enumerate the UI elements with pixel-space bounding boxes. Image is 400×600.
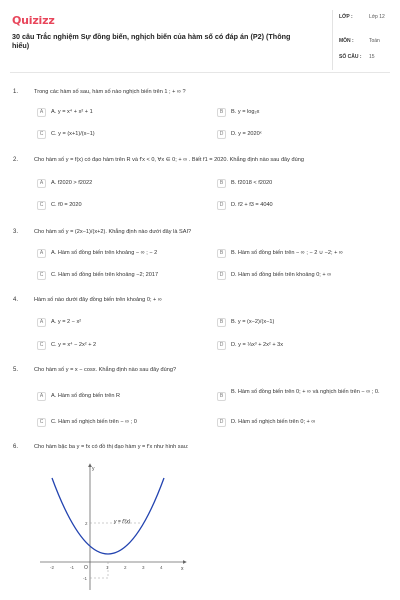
option-letter: A <box>37 108 46 117</box>
option-text: B. y = log₂x <box>231 109 260 115</box>
option-letter: B <box>217 318 226 327</box>
option-letter: C <box>37 130 46 139</box>
y-tick-label: 2 <box>85 521 88 526</box>
class-value: Lớp 12 <box>369 14 385 20</box>
option-letter: B <box>217 249 226 258</box>
question-number: 2. <box>13 157 19 163</box>
count-label: SỐ CÂU : <box>339 54 362 60</box>
question-text: Cho hàm số y = (2x−1)/(x+2). Khẳng định nào dưới đây là SAI? <box>34 229 192 235</box>
option-text: C. Hàm số đồng biến trên khoảng −2; 2017 <box>51 272 159 278</box>
option-text: A. Hàm số đồng biến trên khoảng − ∞ ; − 2 <box>51 250 158 256</box>
curve-label: y = f′(x) <box>114 519 131 525</box>
question-text: Trong các hàm số sau, hàm số nào nghịch biến trên 1 ; + ∞ ? <box>34 89 186 95</box>
question-number: 4. <box>13 297 19 303</box>
option-letter: C <box>37 271 46 280</box>
option-letter: B <box>217 108 226 117</box>
header-divider <box>10 72 390 73</box>
option-text: A. y = x⁴ + x² + 1 <box>51 109 93 115</box>
option-letter: C <box>37 201 46 210</box>
class-label: LỚP : <box>339 14 353 20</box>
x-tick-label: 3 <box>142 565 145 570</box>
option-text: D. Hàm số nghịch biến trên 0; + ∞ <box>231 419 316 425</box>
question-text: Hàm số nào dưới đây đồng biến trên khoảng 0; + ∞ <box>34 297 162 303</box>
meta-panel <box>332 10 390 70</box>
option-text: A. f2020 > f2022 <box>51 180 93 186</box>
option-letter: B <box>217 179 226 188</box>
option-text: C. y = (x+1)/(x−1) <box>51 131 95 137</box>
x-tick-label: -2 <box>50 565 55 570</box>
option-text: D. y = ⅓x³ + 2x² + 3x <box>231 342 284 348</box>
count-value: 15 <box>369 54 375 60</box>
question-text: Cho hàm số y = f(x) có đạo hàm trên R và f′x < 0, ∀x ∈ 0; + ∞ . Biết f1 = 2020. Khẳng định nào sau đây đúng <box>34 157 304 163</box>
derivative-graph <box>38 460 188 592</box>
option-text: A. y = 2 − x² <box>51 319 82 325</box>
y-axis-label: y <box>92 466 95 472</box>
option-letter: D <box>217 130 226 139</box>
worksheet-title: 30 câu Trắc nghiệm Sự đồng biến, nghịch biến của hàm số có đáp án (P2) (Thông hiểu) <box>12 32 291 50</box>
question-text: Cho hàm số y = x − cosx. Khẳng định nào sau đây đúng? <box>34 367 177 373</box>
derivative-curve <box>52 478 164 554</box>
option-text: B. Hàm số đồng biến trên 0; + ∞ và nghịch biến trên − ∞ ; 0. <box>231 389 380 395</box>
option-letter: D <box>217 271 226 280</box>
x-tick-label: 1 <box>106 565 109 570</box>
option-letter: D <box>217 418 226 427</box>
option-text: D. Hàm số đồng biến trên khoảng 0; + ∞ <box>231 272 332 278</box>
origin-label: O <box>84 565 88 571</box>
option-letter: A <box>37 249 46 258</box>
quizizz-logo: Quizizz <box>12 14 55 27</box>
option-letter: A <box>37 392 46 401</box>
y-tick-label: -1 <box>83 576 88 581</box>
x-tick-label: -1 <box>70 565 75 570</box>
option-letter: B <box>217 392 226 401</box>
question-number: 5. <box>13 367 19 373</box>
x-tick-label: 4 <box>160 565 163 570</box>
option-text: D. y = 2020ˣ <box>231 131 262 137</box>
option-text: B. y = (x−2)/(x−1) <box>231 319 275 325</box>
x-axis-label: x <box>181 566 184 572</box>
question-number: 1. <box>13 89 19 95</box>
option-text: A. Hàm số đồng biến trên R <box>51 393 121 399</box>
worksheet-header <box>10 10 390 70</box>
option-text: C. f0 = 2020 <box>51 202 82 208</box>
question-number: 6. <box>13 444 19 450</box>
option-letter: A <box>37 179 46 188</box>
option-letter: C <box>37 418 46 427</box>
subject-value: Toán <box>369 38 380 44</box>
option-letter: C <box>37 341 46 350</box>
question-text: Cho hàm bậc ba y = fx có đồ thị đạo hàm y = f′x như hình sau: <box>34 444 189 450</box>
option-letter: D <box>217 201 226 210</box>
option-letter: A <box>37 318 46 327</box>
subject-label: MÔN : <box>339 38 354 44</box>
question-number: 3. <box>13 229 19 235</box>
option-text: C. y = x⁴ − 2x² + 2 <box>51 342 97 348</box>
option-text: B. f2018 < f2020 <box>231 180 273 186</box>
option-text: D. f2 + f3 = 4040 <box>231 202 273 208</box>
option-text: B. Hàm số đồng biến trên − ∞ ; − 2 ∪ −2; + ∞ <box>231 250 343 256</box>
option-letter: D <box>217 341 226 350</box>
x-tick-label: 2 <box>124 565 127 570</box>
option-text: C. Hàm số nghịch biến trên − ∞ ; 0 <box>51 419 137 425</box>
